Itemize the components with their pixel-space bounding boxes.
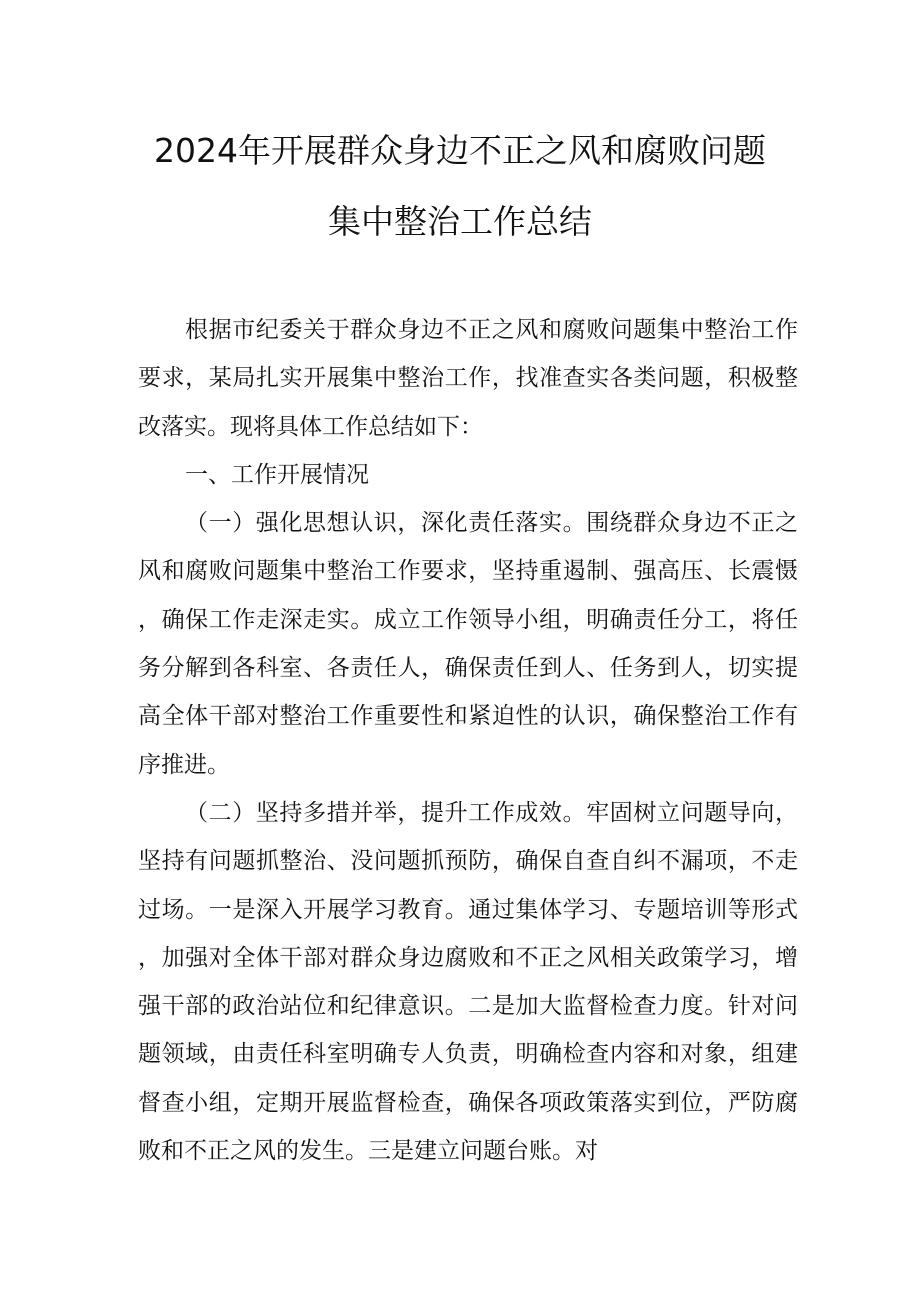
document-title-line-2: 集中整治工作总结 bbox=[328, 202, 592, 241]
document-body bbox=[138, 306, 798, 1175]
body-paragraph: （二）坚持多措并举，提升工作成效。牢固树立问题导向，坚持有问题抓整治、没问题抓预防，确保自查自纠不漏项，不走过场。一是深入开展学习教育。通过集体学习、专题培训等形式，加强对全体干部对群众身边腐败和不正之风相关政策学习，增强干部的政治站位和纪律意识。二是加大监督检查力度。针对问题领域，由责任科室明确专人负责，明确检查内容和对象，组建督查小组，定期开展监督检查，确保各项政策落实到位，严防腐败和不正之风的发生。三是建立问题台账。对 bbox=[138, 799, 798, 1165]
intro-paragraph: 根据市纪委关于群众身边不正之风和腐败问题集中整治工作要求，某局扎实开展集中整治工作，找准查实各类问题，积极整改落实。现将具体工作总结如下： bbox=[138, 317, 798, 440]
section-heading: 一、工作开展情况 bbox=[185, 461, 369, 488]
document-title-line-1: 2024年开展群众身边不正之风和腐败问题 bbox=[154, 131, 766, 170]
body-paragraph: （一）强化思想认识，深化责任落实。围绕群众身边不正之风和腐败问题集中整治工作要求，坚持重遏制、强高压、长震慑，确保工作走深走实。成立工作领导小组，明确责任分工，将任务分解到各科室、各责任人，确保责任到人、任务到人，切实提高全体干部对整治工作重要性和紧迫性的认识，确保整治工作有序推进。 bbox=[138, 510, 798, 778]
